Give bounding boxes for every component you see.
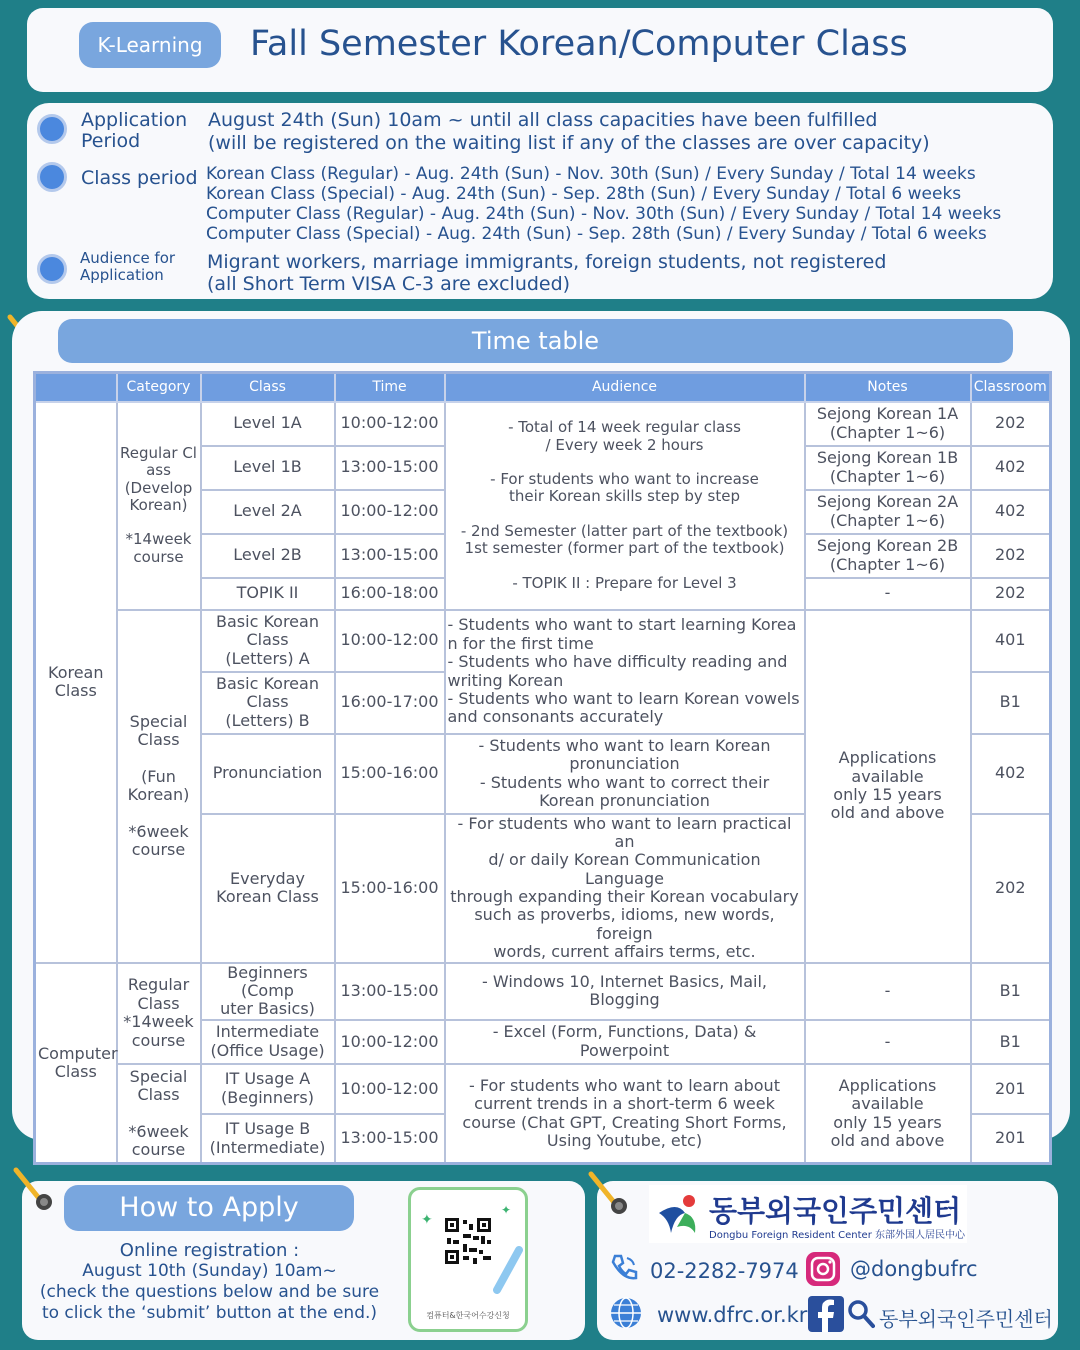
time-cell: 10:00-12:00: [335, 402, 445, 446]
bullet-dot-icon: [37, 254, 67, 284]
timetable-card: [12, 311, 1070, 1160]
column-header: Class: [201, 373, 335, 402]
time-cell: 13:00-15:00: [335, 963, 445, 1020]
column-header: Classroom: [971, 373, 1051, 402]
room-cell: 202: [971, 534, 1051, 578]
notes-cell: Sejong Korean 1A (Chapter 1~6): [805, 402, 971, 446]
audience-cell: - Excel (Form, Functions, Data) & Powerpoint: [445, 1020, 805, 1064]
room-cell: 202: [971, 814, 1051, 963]
facebook-page-name[interactable]: 동부외국인주민센터: [879, 1307, 1053, 1331]
timetable: [33, 371, 1052, 1165]
audience-line1: Migrant workers, marriage immigrants, foreign students, not registered: [207, 251, 887, 273]
class-period-line: Computer Class (Regular) - Aug. 24th (Sun) - Nov. 30th (Sun) / Every Sunday / Total 14 weeks: [206, 204, 1002, 224]
category-cell: Special Class *6week course: [117, 1064, 201, 1164]
notes-cell: Sejong Korean 2A (Chapter 1~6): [805, 490, 971, 534]
time-cell: 16:00-17:00: [335, 672, 445, 734]
svg-text:✦: ✦: [421, 1212, 433, 1228]
column-header: Category: [117, 373, 201, 402]
table-row: [35, 402, 1051, 446]
org-logo-icon: [655, 1193, 703, 1237]
room-cell: B1: [971, 672, 1051, 734]
class-period-line: Korean Class (Special) - Aug. 24th (Sun) - Sep. 28th (Sun) / Every Sunday / Total 6 weeks: [206, 184, 962, 204]
application-period-line2: (will be registered on the waiting list if any of the classes are over capacity): [208, 132, 930, 154]
notes-cell: -: [805, 963, 971, 1020]
apply-heading: Online registration :: [119, 1240, 300, 1261]
facebook-icon[interactable]: [808, 1296, 844, 1332]
time-cell: 13:00-15:00: [335, 1114, 445, 1164]
timetable-title: Time table: [58, 319, 1013, 363]
svg-text:✦: ✦: [501, 1203, 512, 1217]
how-to-apply-title: How to Apply: [64, 1185, 354, 1231]
column-header: Time: [335, 373, 445, 402]
class-cell: Level 2A: [201, 490, 335, 534]
room-cell: 201: [971, 1064, 1051, 1114]
title-card: [27, 8, 1053, 92]
notes-cell: Applications available only 15 years old and above: [805, 1064, 971, 1164]
audience-cell: - Total of 14 week regular class / Every week 2 hours - For students who want to increase their Korean skills step by step - 2nd Semester (latter part of the textbook) 1st semester (former part of the textbook) - TOPIK II : Prepare for Level 3: [445, 402, 805, 610]
application-period-label: Application Period: [81, 109, 188, 152]
bullet-dot-icon: [37, 114, 67, 144]
audience-cell: - Windows 10, Internet Basics, Mail, Blogging: [445, 963, 805, 1020]
pin-icon: [10, 1164, 56, 1210]
class-period-label: Class period: [81, 167, 198, 189]
class-cell: Everyday Korean Class: [201, 814, 335, 963]
category-cell: Regular Class *14week course: [117, 963, 201, 1064]
class-cell: Level 1B: [201, 446, 335, 490]
info-card: [27, 103, 1053, 299]
apply-instructions: August 10th (Sunday) 10am~ (check the questions below and be sure to click the ‘submit’ button at the end.): [39, 1261, 380, 1323]
time-cell: 10:00-12:00: [335, 610, 445, 672]
room-cell: B1: [971, 1020, 1051, 1064]
notes-cell: -: [805, 1020, 971, 1064]
time-cell: 15:00-16:00: [335, 734, 445, 814]
column-header: Audience: [445, 373, 805, 402]
category-cell: Regular Cl ass (Develop Korean) *14week course: [117, 402, 201, 610]
group-computer-class: Computer Class: [35, 963, 117, 1164]
brand-badge: K-Learning: [79, 22, 221, 68]
room-cell: 402: [971, 490, 1051, 534]
group-korean-class: Korean Class: [35, 402, 117, 963]
class-cell: TOPIK II: [201, 578, 335, 610]
qr-code-icon[interactable]: [411, 1190, 525, 1310]
room-cell: 202: [971, 402, 1051, 446]
phone-icon: [609, 1252, 639, 1282]
contact-card: [597, 1181, 1058, 1340]
audience-label: Audience for Application: [80, 249, 176, 284]
class-period-line: Computer Class (Special) - Aug. 24th (Sun) - Sep. 28th (Sun) / Every Sunday / Total 6 weeks: [206, 224, 987, 244]
qr-caption: 컴퓨터&한국어수강신청: [426, 1311, 510, 1320]
class-cell: Level 1A: [201, 402, 335, 446]
category-cell: Special Class (Fun Korean) *6week course: [117, 610, 201, 963]
time-cell: 13:00-15:00: [335, 534, 445, 578]
notes-cell: Sejong Korean 1B (Chapter 1~6): [805, 446, 971, 490]
instagram-handle[interactable]: @dongbufrc: [850, 1257, 978, 1281]
room-cell: 401: [971, 610, 1051, 672]
website-link[interactable]: www.dfrc.or.kr: [657, 1303, 808, 1327]
notes-cell: Sejong Korean 2B (Chapter 1~6): [805, 534, 971, 578]
instagram-icon[interactable]: [805, 1251, 841, 1287]
room-cell: 402: [971, 446, 1051, 490]
audience-line2: (all Short Term VISA C-3 are excluded): [207, 273, 571, 295]
search-icon: [847, 1299, 875, 1329]
room-cell: 202: [971, 578, 1051, 610]
class-cell: Pronunciation: [201, 734, 335, 814]
time-cell: 10:00-12:00: [335, 1020, 445, 1064]
column-header: Notes: [805, 373, 971, 402]
time-cell: 16:00-18:00: [335, 578, 445, 610]
page-title: Fall Semester Korean/Computer Class: [250, 24, 908, 64]
table-row: [35, 610, 1051, 672]
class-cell: Basic Korean Class (Letters) A: [201, 610, 335, 672]
phone-number[interactable]: 02-2282-7974: [650, 1259, 799, 1283]
time-cell: 13:00-15:00: [335, 446, 445, 490]
time-cell: 10:00-12:00: [335, 490, 445, 534]
class-period-line: Korean Class (Regular) - Aug. 24th (Sun) - Nov. 30th (Sun) / Every Sunday / Total 14 weeks: [206, 164, 976, 184]
org-name: 동부외국인주민센터: [709, 1194, 962, 1228]
pin-icon: [585, 1168, 631, 1214]
audience-cell: - For students who want to learn about current trends in a short-term 6 week course (Chat GPT, Creating Short Forms, Using Youtube, etc): [445, 1064, 805, 1164]
audience-cell: - Students who want to start learning Korea n for the first time - Students who have difficulty reading and writing Korean - Students who want to learn Korean vowels and consonants accurately: [445, 610, 805, 734]
application-period-line1: August 24th (Sun) 10am ~ until all class capacities have been fulfilled: [208, 109, 878, 131]
globe-icon: [609, 1296, 643, 1330]
class-cell: Intermediate (Office Usage): [201, 1020, 335, 1064]
notes-cell: Applications available only 15 years old and above: [805, 610, 971, 963]
audience-cell: - For students who want to learn practical an d/ or daily Korean Communication Language through expanding their Korean vocabulary such as proverbs, idioms, new words, foreign words, current affairs terms, etc.: [445, 814, 805, 963]
time-cell: 10:00-12:00: [335, 1064, 445, 1114]
room-cell: 402: [971, 734, 1051, 814]
column-header: [35, 373, 117, 402]
class-cell: IT Usage B (Intermediate): [201, 1114, 335, 1164]
class-cell: IT Usage A (Beginners): [201, 1064, 335, 1114]
qr-code-card[interactable]: [408, 1187, 528, 1332]
table-row: [35, 963, 1051, 1020]
org-subtitle: Dongbu Foreign Resident Center 东部外国人居民中心: [709, 1230, 965, 1241]
time-cell: 15:00-16:00: [335, 814, 445, 963]
table-header-row: [35, 373, 1051, 402]
class-cell: Beginners (Comp uter Basics): [201, 963, 335, 1020]
audience-cell: - Students who want to learn Korean pronunciation - Students who want to correct their Korean pronunciation: [445, 734, 805, 814]
room-cell: 201: [971, 1114, 1051, 1164]
apply-card: [22, 1181, 585, 1340]
class-cell: Basic Korean Class (Letters) B: [201, 672, 335, 734]
class-cell: Level 2B: [201, 534, 335, 578]
room-cell: B1: [971, 963, 1051, 1020]
notes-cell: -: [805, 578, 971, 610]
table-row: [35, 1064, 1051, 1114]
bullet-dot-icon: [37, 162, 67, 192]
org-logo: [649, 1185, 967, 1243]
